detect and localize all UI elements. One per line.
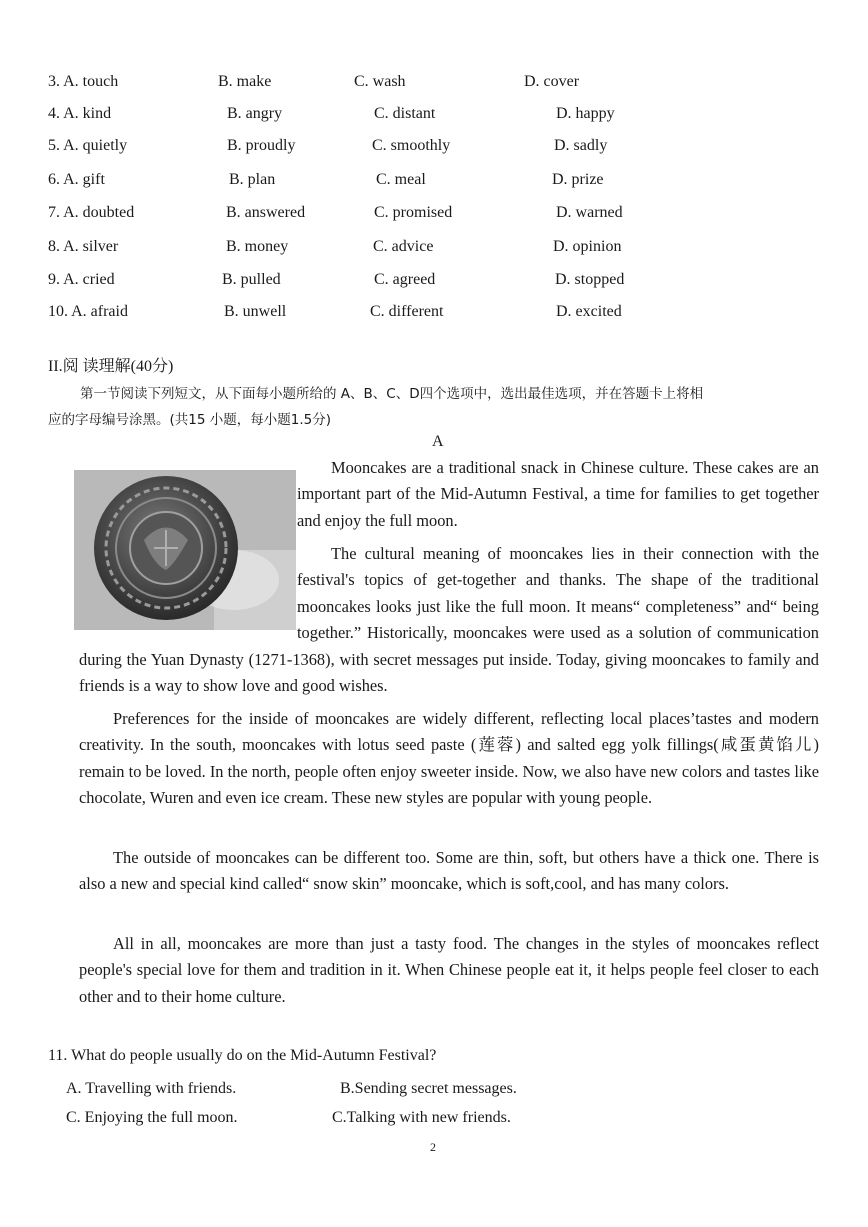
option-a: 6. A. gift xyxy=(48,171,105,188)
option-a: 7. A. doubted xyxy=(48,204,135,221)
option-d: D. warned xyxy=(556,204,623,221)
passage-label: A xyxy=(432,433,444,450)
option-b: B. plan xyxy=(229,171,276,188)
question-stem: 11. What do people usually do on the Mid-Autumn Festival? xyxy=(48,1047,437,1064)
question-option-c: C. Enjoying the full moon. xyxy=(66,1109,238,1126)
section-title: II.阅 读理解(40分) xyxy=(48,358,174,375)
passage-paragraph-5: All in all, mooncakes are more than just a tasty food. The changes in the styles of mooncakes reflect people's special love for them and tradition in it. When Chinese people eat it, it helps people feel closer to each other and to their home culture. xyxy=(79,934,819,1006)
question-option-d: C.Talking with new friends. xyxy=(332,1109,511,1126)
option-b: B. unwell xyxy=(224,303,287,320)
option-c: C. wash xyxy=(354,73,406,90)
option-c: C. promised xyxy=(374,204,453,221)
section-instructions-line1: 第一节阅读下列短文，从下面每小题所给的 A、B、C、D四个选项中，选出最佳选项，并在答题卡上将相 xyxy=(80,386,704,402)
option-d: D. happy xyxy=(556,105,615,122)
option-d: D. stopped xyxy=(555,271,625,288)
option-c: C. distant xyxy=(374,105,436,122)
option-a: 3. A. touch xyxy=(48,73,119,90)
option-a: 5. A. quietly xyxy=(48,137,128,154)
passage-paragraph-4: The outside of mooncakes can be different too. Some are thin, soft, but others have a thick one. There is also a new and special kind called“ snow skin” mooncake, which is soft,cool, and has many colors. xyxy=(79,848,819,894)
option-d: D. sadly xyxy=(554,137,608,154)
option-b: B. money xyxy=(226,238,289,255)
passage-paragraph-2-text: The cultural meaning of mooncakes lies in their connection with the festival's topics of get-together and thanks. The shape of the traditional mooncakes looks just like the full moon. It means“ completeness” and“ being together.” Historically, mooncakes were used as a solution of communication during the Yuan Dynasty (1271-1368), with secret messages put inside. Today, giving mooncakes to family and friends is a way to show love and good wishes. xyxy=(79,544,819,696)
option-d: D. prize xyxy=(552,171,604,188)
option-d: D. excited xyxy=(556,303,622,320)
passage-paragraph-1: Mooncakes are a traditional snack in Chinese culture. These cakes are an important part of the Mid-Autumn Festival, a time for families to get together and enjoy the full moon. xyxy=(297,458,819,530)
page-number: 2 xyxy=(430,1140,436,1154)
option-c: C. agreed xyxy=(374,271,436,288)
option-c: C. advice xyxy=(373,238,434,255)
option-c: C. meal xyxy=(376,171,426,188)
option-b: B. make xyxy=(218,73,272,90)
option-b: B. angry xyxy=(227,105,283,122)
option-d: D. cover xyxy=(524,73,580,90)
option-c: C. smoothly xyxy=(372,137,451,154)
option-d: D. opinion xyxy=(553,238,622,255)
option-c: C. different xyxy=(370,303,444,320)
option-b: B. pulled xyxy=(222,271,281,288)
option-b: B. proudly xyxy=(227,137,296,154)
question-option-a: A. Travelling with friends. xyxy=(66,1080,237,1097)
section-instructions-line2: 应的字母编号涂黑。(共15 小题，每小题1.5分) xyxy=(48,412,331,428)
option-a: 4. A. kind xyxy=(48,105,112,122)
image-float-spacer xyxy=(79,541,297,645)
option-a: 10. A. afraid xyxy=(48,303,128,320)
question-option-b: B.Sending secret messages. xyxy=(340,1080,517,1097)
option-a: 8. A. silver xyxy=(48,238,119,255)
option-a: 9. A. cried xyxy=(48,271,115,288)
option-b: B. answered xyxy=(226,204,306,221)
passage-paragraph-3: Preferences for the inside of mooncakes are widely different, reflecting local places’tastes and modern creativity. In the south, mooncakes with lotus seed paste (莲蓉) and salted egg yolk fillings(咸蛋黄馅儿) remain to be loved. In the north, people often enjoy sweeter inside. Now, we also have new colors and tastes like chocolate, Wuren and even ice cream. These new styles are popular with young people. xyxy=(79,709,819,808)
passage-paragraph-2 xyxy=(79,541,819,699)
